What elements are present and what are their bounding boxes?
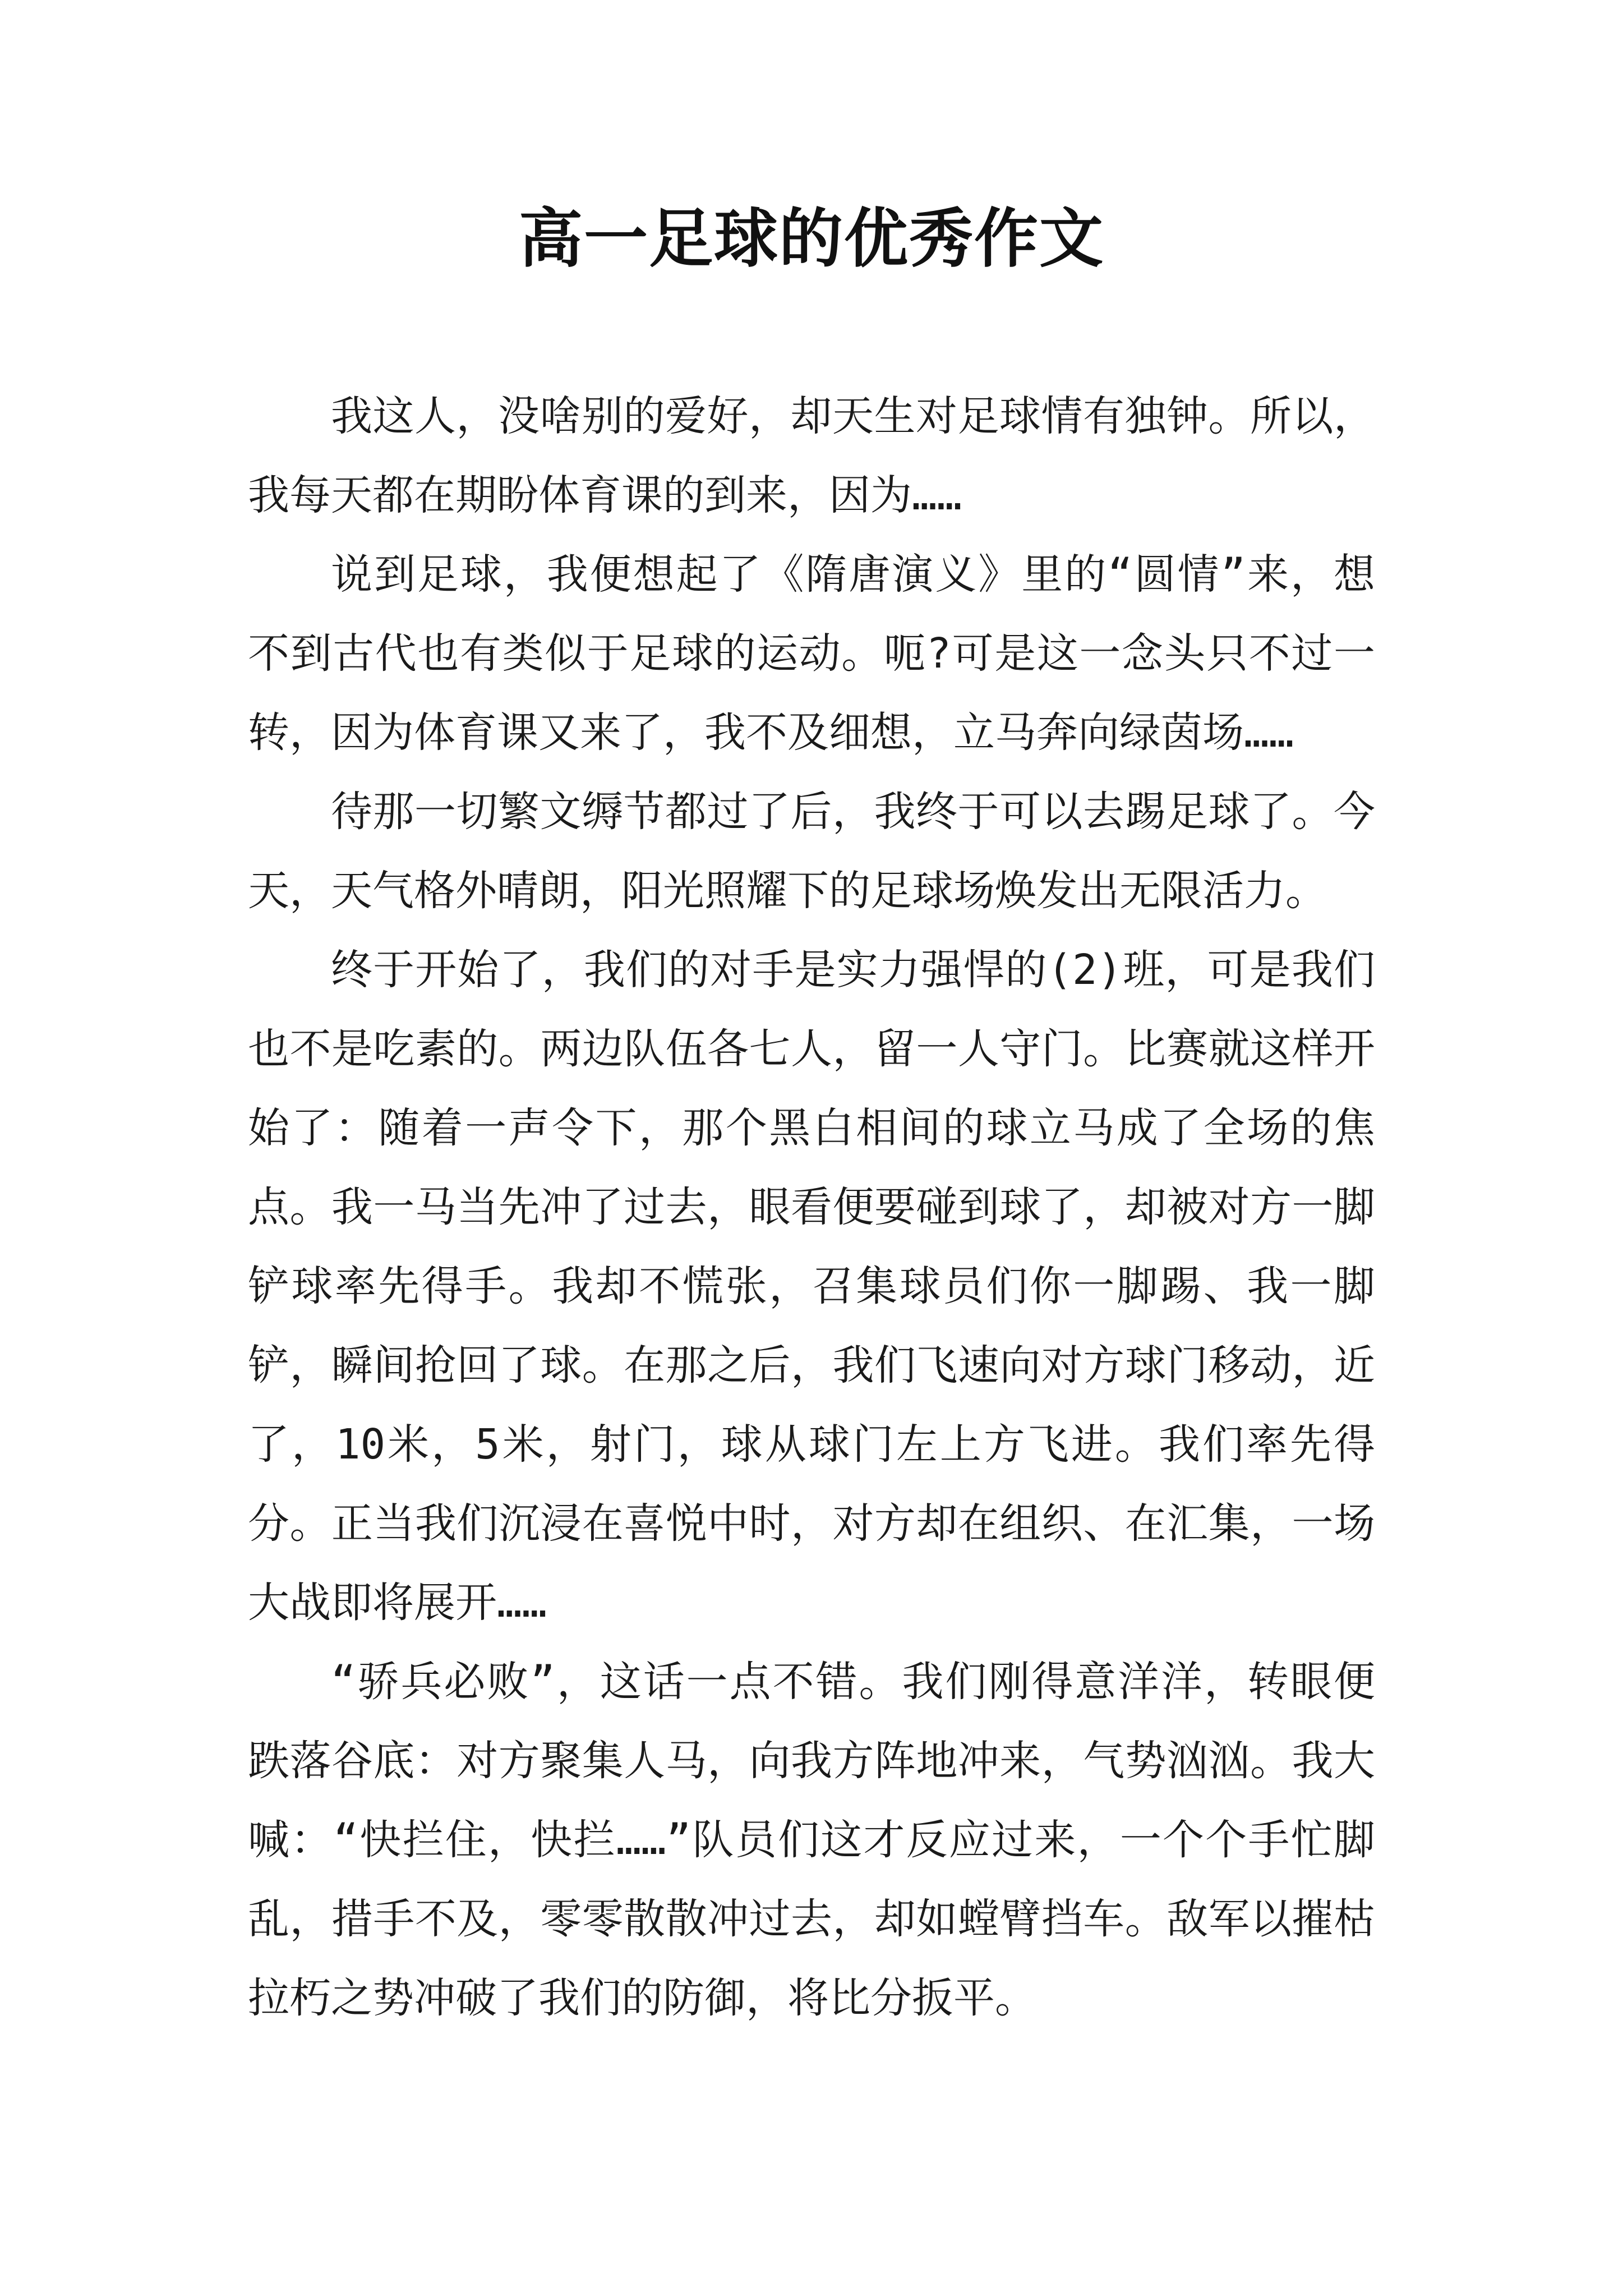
document-title: 高一足球的优秀作文 <box>518 201 1104 276</box>
document-body <box>248 377 1375 2038</box>
paragraph: “骄兵必败”，这话一点不错。我们刚得意洋洋，转眼便跌落谷底：对方聚集人马，向我方阵地冲来，气势汹汹。我大喊：“快拦住，快拦……”队员们这才反应过来，一个个手忙脚乱，措手不及，零零散散冲过去，却如螳臂挡车。敌军以摧枯拉朽之势冲破了我们的防御，将比分扳平。 <box>248 1658 1375 2022</box>
paragraph: 我这人，没啥别的爱好，却天生对足球情有独钟。所以，我每天都在期盼体育课的到来，因为…… <box>248 392 1375 519</box>
paragraph: 待那一切繁文缛节都过了后，我终于可以去踢足球了。今天，天气格外晴朗，阳光照耀下的足球场焕发出无限活力。 <box>248 788 1375 915</box>
paragraph: 说到足球，我便想起了《隋唐演义》里的“圆情”来，想不到古代也有类似于足球的运动。呃?可是这一念头只不过一转，因为体育课又来了，我不及细想，立马奔向绿茵场…… <box>248 550 1375 757</box>
paragraph: 终于开始了，我们的对手是实力强悍的(2)班，可是我们也不是吃素的。两边队伍各七人，留一人守门。比赛就这样开始了：随着一声令下，那个黑白相间的球立马成了全场的焦点。我一马当先冲了过去，眼看便要碰到球了，却被对方一脚铲球率先得手。我却不慌张，召集球员们你一脚踢、我一脚铲，瞬间抢回了球。在那之后，我们飞速向对方球门移动，近了，10米，5米，射门，球从球门左上方飞进。我们率先得分。正当我们沉浸在喜悦中时，对方却在组织、在汇集，一场大战即将展开…… <box>248 946 1375 1627</box>
